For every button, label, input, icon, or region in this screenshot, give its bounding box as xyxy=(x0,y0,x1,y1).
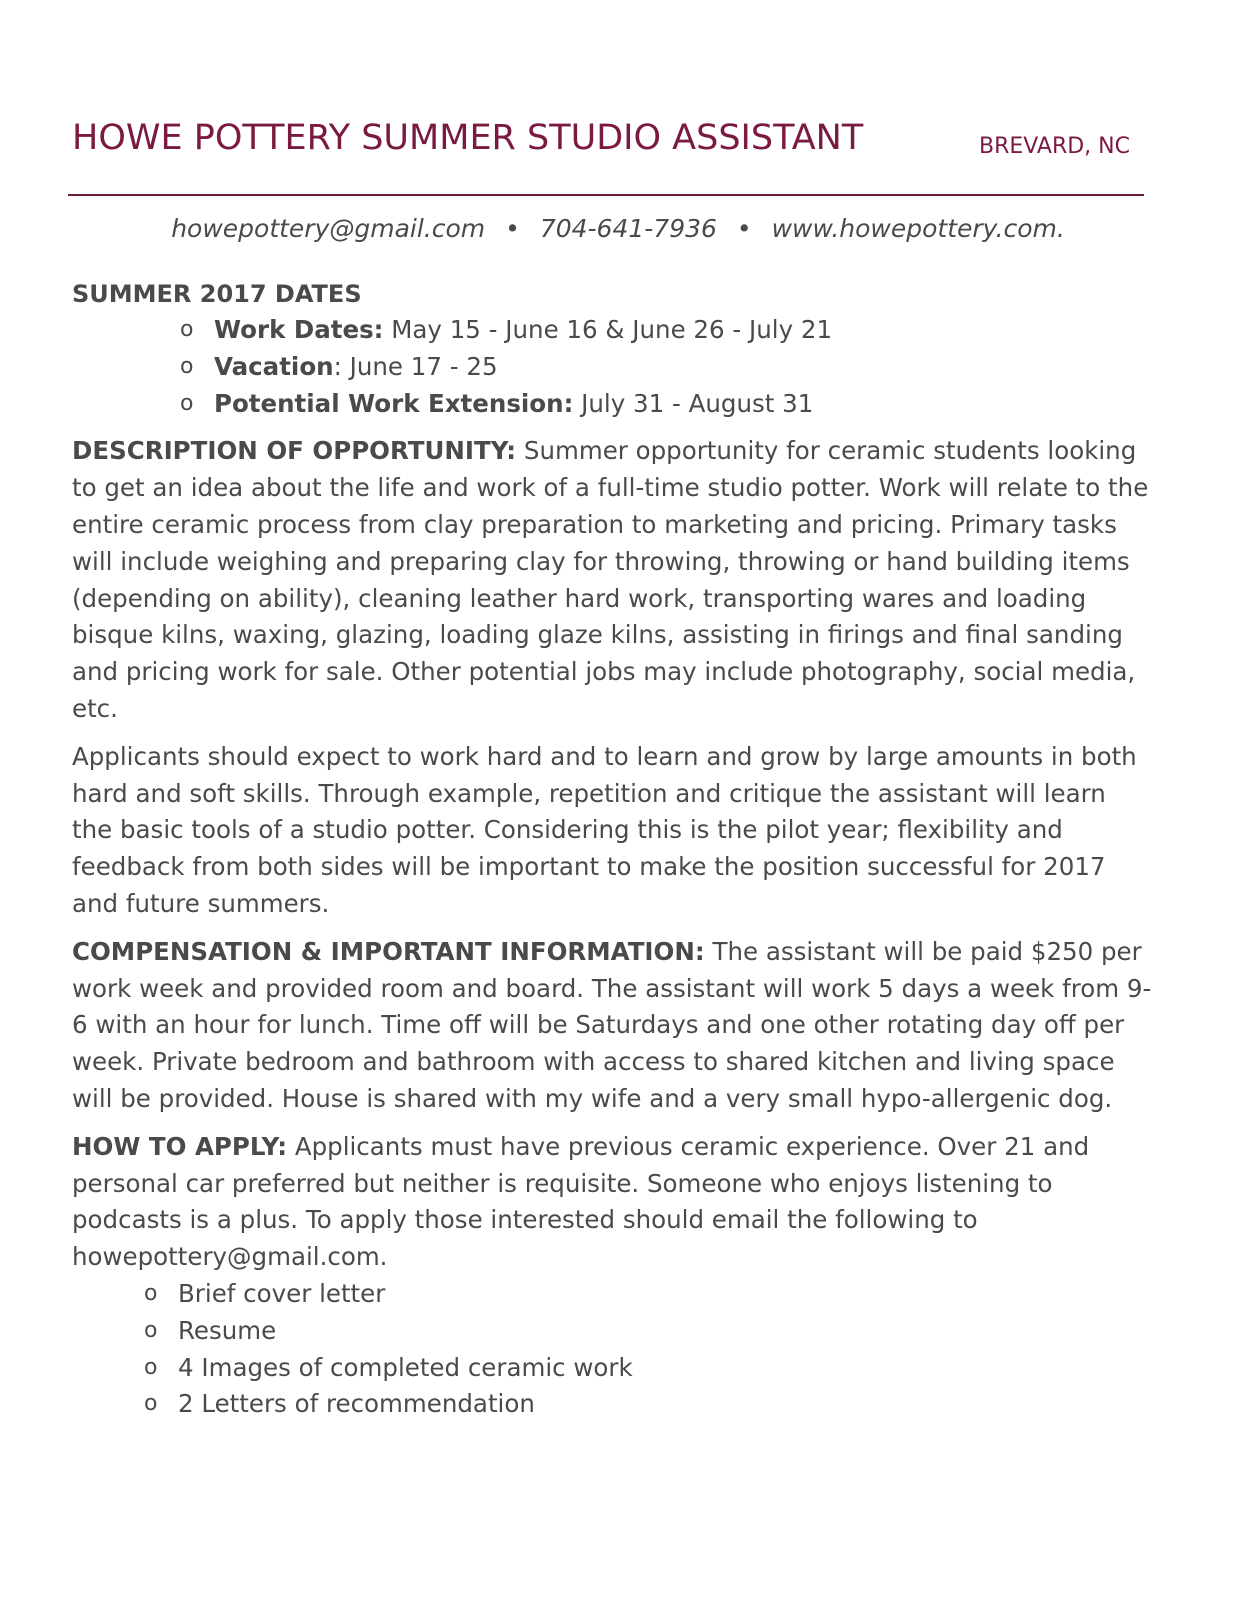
applicants-paragraph xyxy=(72,739,1152,923)
apply-item: 2 Letters of recommendation xyxy=(178,1389,535,1419)
apply-item: 4 Images of completed ceramic work xyxy=(178,1352,633,1382)
bullet-icon: o xyxy=(144,1391,158,1417)
page-title: HOWE POTTERY SUMMER STUDIO ASSISTANT xyxy=(72,118,864,158)
description-text: Summer opportunity for ceramic students looking to get an idea about the life and work of a full-time studio potter. Work will relate to the entire ceramic process from clay preparation to marketing and pricing. Primary tasks will include weighing and preparing clay for throwing, throwing or hand building items (depending on ability), cleaning leather hard work, transporting wares and loading bisque kilns, waxing, glazing, loading glaze kilns, assisting in firings and final sanding and pricing work for sale. Other potential jobs may include photography, social media, etc. xyxy=(72,436,1149,723)
date-label: Potential Work Extension: xyxy=(214,388,574,418)
contact-line xyxy=(0,214,1236,243)
dates-list xyxy=(72,312,1152,422)
header xyxy=(72,118,1148,174)
applicants-text: Applicants should expect to work hard and to learn and grow by large amounts in both hard and soft skills. Through example, repetition and critique the assistant will learn the basic tools of a studio potter. Considering this is the pilot year; flexibility and feedback from both sides will be important to make the position successful for 2017 and future summers. xyxy=(72,741,1137,918)
list-item xyxy=(72,1350,1152,1387)
date-value: : June 17 - 25 xyxy=(333,351,498,381)
date-label: Vacation xyxy=(214,351,334,381)
apply-text: Applicants must have previous ceramic experience. Over 21 and personal car preferred but neither is requisite. Someone who enjoys listening to podcasts is a plus. To apply those interested should email the following to howepottery@gmail.com. xyxy=(72,1131,1090,1272)
header-divider xyxy=(68,194,1144,196)
dates-heading: SUMMER 2017 DATES xyxy=(72,280,362,308)
compensation-heading: COMPENSATION & IMPORTANT INFORMATION: xyxy=(72,936,705,966)
list-item xyxy=(72,312,1152,349)
contact-separator: • xyxy=(736,214,752,243)
description-paragraph xyxy=(72,433,1152,727)
bullet-icon: o xyxy=(180,390,194,416)
apply-heading: HOW TO APPLY: xyxy=(72,1131,288,1161)
apply-item: Brief cover letter xyxy=(178,1278,386,1308)
bullet-icon: o xyxy=(144,1280,158,1306)
apply-list xyxy=(72,1276,1152,1423)
compensation-text: The assistant will be paid $250 per work week and provided room and board. The assistant will work 5 days a week from 9-6 with an hour for lunch. Time off will be Saturdays and one other rotating day off per week. Private bedroom and bathroom with access to shared kitchen and living space will be provided. House is shared with my wife and a very small hypo-allergenic dog. xyxy=(72,936,1152,1113)
document-body xyxy=(72,276,1152,1423)
contact-website[interactable]: www.howepottery.com. xyxy=(771,214,1065,243)
description-heading: DESCRIPTION OF OPPORTUNITY: xyxy=(72,436,517,466)
bullet-icon: o xyxy=(144,1317,158,1343)
date-value: May 15 - June 16 & June 26 - July 21 xyxy=(383,315,833,344)
contact-separator: • xyxy=(505,214,520,243)
list-item xyxy=(72,1313,1152,1350)
apply-item: Resume xyxy=(178,1315,277,1345)
list-item xyxy=(72,349,1152,386)
location-label: BREVARD, NC xyxy=(978,134,1130,159)
date-label: Work Dates: xyxy=(214,315,384,344)
bullet-icon: o xyxy=(180,317,194,342)
contact-phone[interactable]: 704-641-7936 xyxy=(539,214,717,243)
contact-email[interactable]: howepottery@gmail.com xyxy=(171,214,486,243)
bullet-icon: o xyxy=(144,1354,158,1380)
list-item xyxy=(72,1276,1152,1313)
date-value: July 31 - August 31 xyxy=(573,388,814,418)
compensation-paragraph xyxy=(72,934,1152,1118)
list-item xyxy=(72,386,1152,423)
list-item xyxy=(72,1386,1152,1423)
apply-paragraph xyxy=(72,1129,1152,1276)
bullet-icon: o xyxy=(180,353,194,379)
